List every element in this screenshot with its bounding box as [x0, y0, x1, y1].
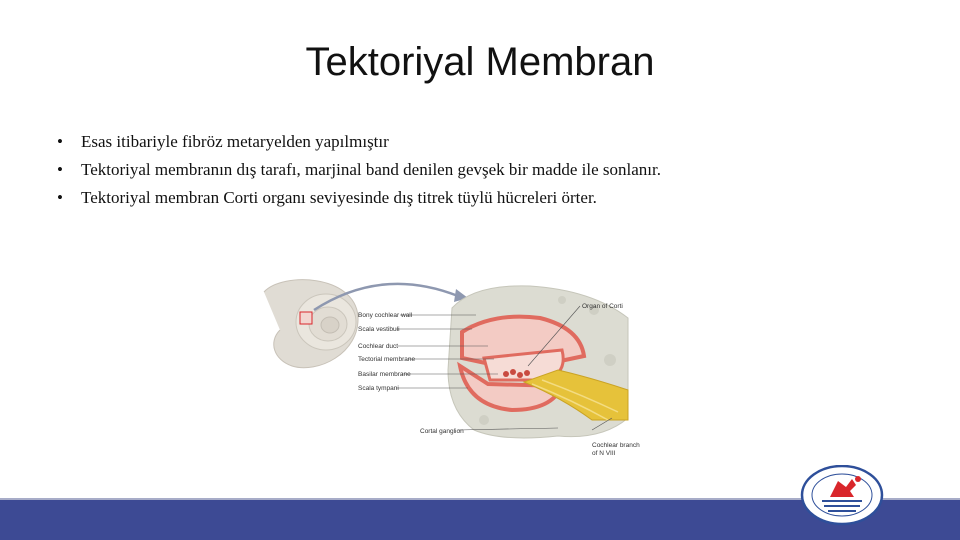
label-basilar-membrane: Basilar membrane	[358, 371, 411, 378]
bullet-list	[57, 128, 661, 212]
label-cortal-ganglion: Cortal ganglion	[420, 428, 464, 435]
bullet-item	[57, 128, 661, 156]
bullet-item	[57, 156, 661, 184]
bullet-text: Esas itibariyle fibröz metaryelden yapılmıştır	[81, 132, 389, 151]
label-cochlear-branch-nerve: of N VIII	[592, 450, 616, 457]
university-logo	[800, 465, 884, 529]
bullet-dot: •	[57, 160, 63, 179]
cochlea-shell-thumbnail	[264, 280, 358, 368]
slide-title: Tektoriyal Membran	[305, 40, 655, 84]
bullet-text: Tektoriyal membran Corti organı seviyesinde dış titrek tüylü hücreleri örter.	[81, 188, 597, 207]
bullet-dot: •	[57, 188, 63, 207]
label-tectorial-membrane: Tectorial membrane	[358, 356, 416, 363]
bullet-text: Tektoriyal membranın dış tarafı, marjinal band denilen gevşek bir madde ile sonlanır.	[81, 160, 661, 179]
label-scala-tympani: Scala tympani	[358, 385, 399, 392]
label-scala-vestibuli: Scala vestibuli	[358, 326, 400, 333]
cochlea-illustration	[262, 270, 652, 460]
bullet-dot: •	[57, 132, 63, 151]
label-bony-cochlear-wall: Bony cochlear wall	[358, 312, 413, 319]
label-cochlear-branch: Cochlear branch	[592, 442, 640, 449]
label-organ-of-corti: Organ of Corti	[582, 303, 623, 310]
bullet-item	[57, 184, 661, 212]
label-cochlear-duct: Cochlear duct	[358, 343, 399, 350]
